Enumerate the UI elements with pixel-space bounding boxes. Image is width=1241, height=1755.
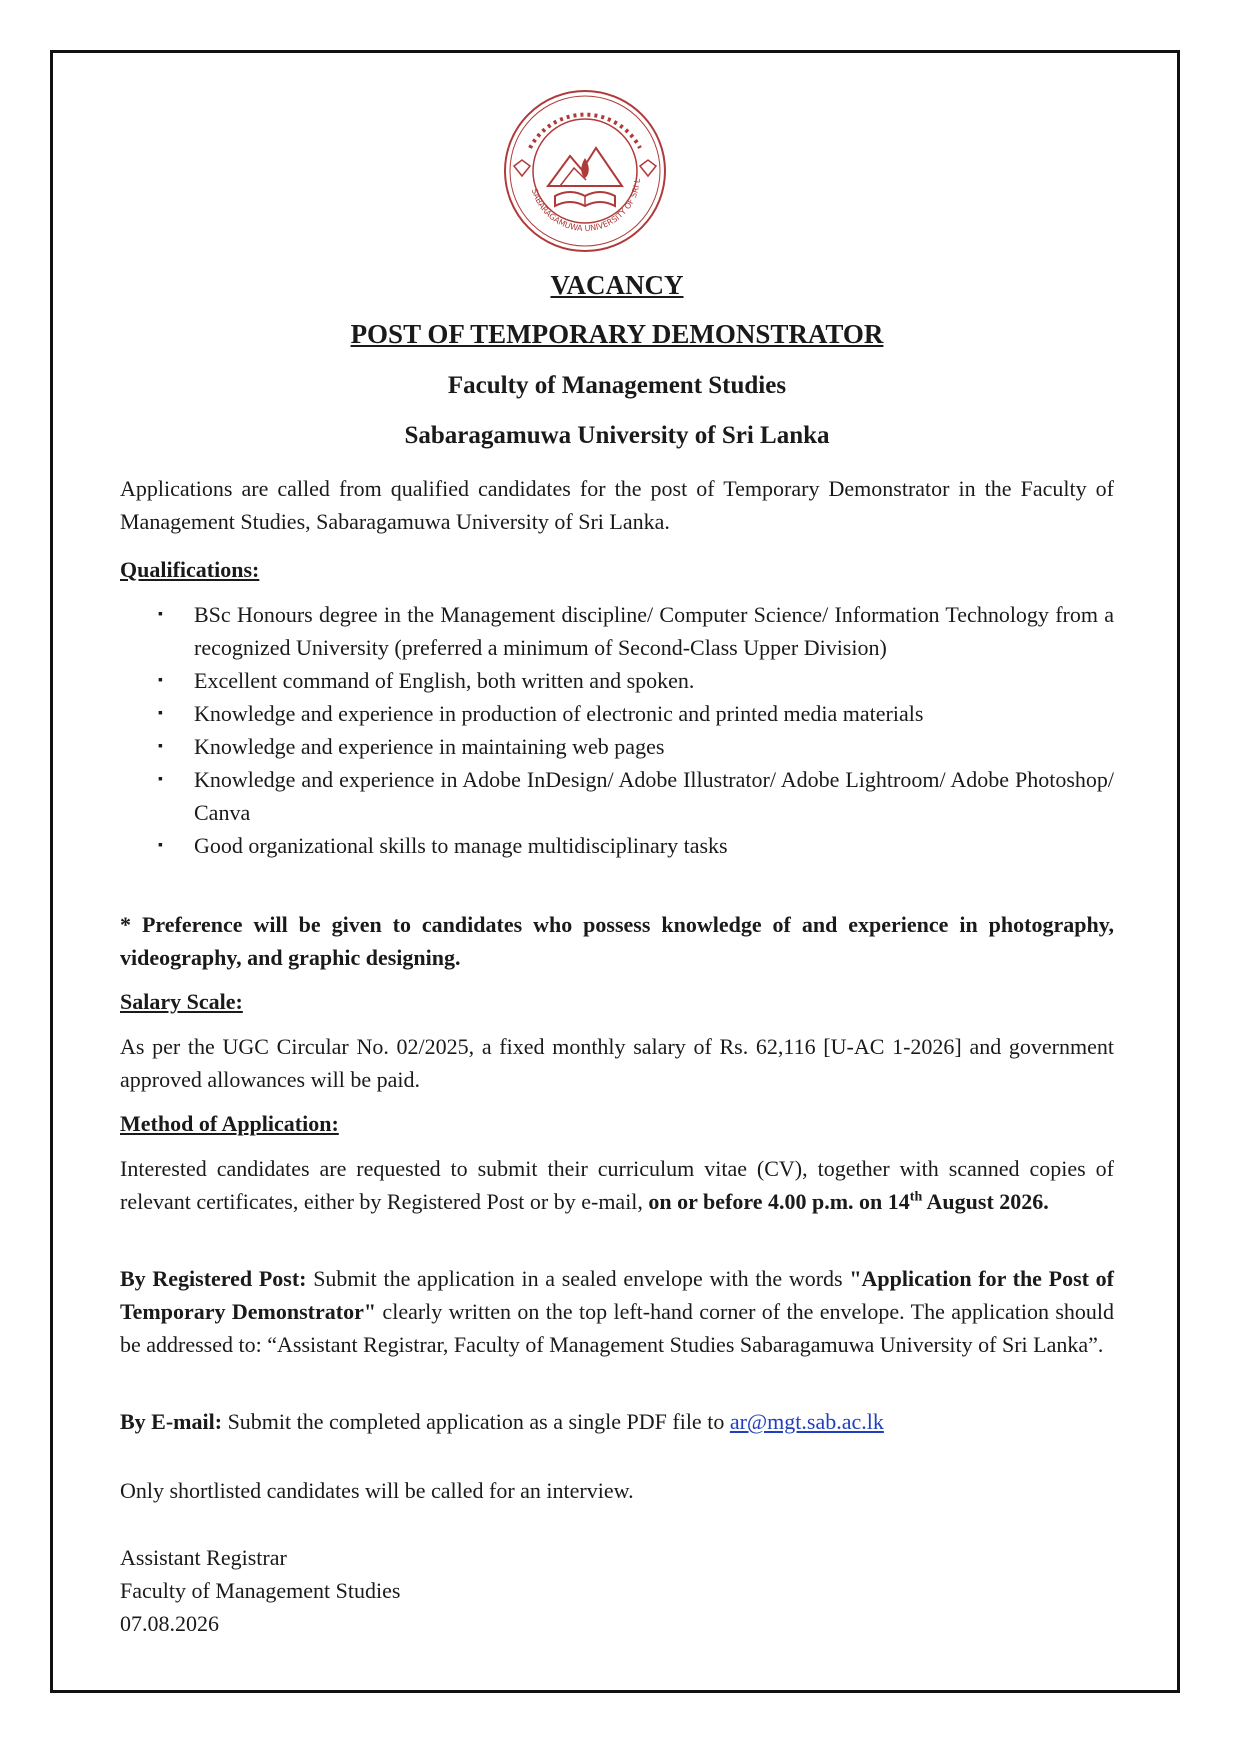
signatory-faculty: Faculty of Management Studies bbox=[120, 1578, 401, 1603]
method-heading: Method of Application: bbox=[120, 1111, 339, 1136]
email-paragraph: By E-mail: Submit the completed application as a single PDF file to ar@mgt.sab.ac.lk bbox=[120, 1409, 884, 1434]
signatory-title: Assistant Registrar bbox=[120, 1545, 287, 1570]
bullet-icon: ▪ bbox=[158, 739, 163, 754]
bullet-icon: ▪ bbox=[158, 673, 163, 688]
bullet-icon: ▪ bbox=[158, 607, 163, 622]
list-item: ▪ Knowledge and experience in production of electronic and printed media materials bbox=[120, 697, 1114, 730]
bullet-icon: ▪ bbox=[158, 772, 163, 787]
university-seal-svg bbox=[500, 86, 670, 256]
list-item: ▪ Knowledge and experience in Adobe InDesign/ Adobe Illustrator/ Adobe Lightroom/ Adobe Photoshop/ Canva bbox=[120, 763, 1114, 829]
bullet-icon: ▪ bbox=[158, 838, 163, 853]
bullet-icon: ▪ bbox=[158, 706, 163, 721]
seal-text: SABARAGAMUWA UNIVERSITY OF SRI L bbox=[529, 178, 642, 234]
registered-post-paragraph: By Registered Post: Submit the application in a sealed envelope with the words "Application for the Post of Temporary Demonstrator" clearly written on the top left-hand corner of the envelope. The application should be addressed to: “Assistant Registrar, Faculty of Management Studies Sabaragamuwa University of Sri Lanka”. bbox=[120, 1266, 1114, 1357]
university-name: Sabaragamuwa University of Sri Lanka bbox=[404, 422, 830, 449]
qualifications-list bbox=[120, 598, 1114, 862]
method-paragraph: Interested candidates are requested to submit their curriculum vitae (CV), together with scanned copies of relevant certificates, either by Registered Post or by e-mail, on or before 4.00 p.m. on 14th August 2026. bbox=[120, 1156, 1114, 1214]
vacancy-heading: VACANCY bbox=[550, 270, 684, 300]
document-date: 07.08.2026 bbox=[120, 1611, 219, 1636]
post-title: POST OF TEMPORARY DEMONSTRATOR bbox=[350, 319, 884, 349]
university-seal-icon bbox=[500, 86, 670, 256]
shortlist-note: Only shortlisted candidates will be called for an interview. bbox=[120, 1478, 634, 1503]
envelope-words: "Application for the Post of Temporary Demonstrator" bbox=[120, 1266, 1114, 1324]
intro-paragraph: Applications are called from qualified candidates for the post of Temporary Demonstrator in the Faculty of Management Studies, Sabaragamuwa University of Sri Lanka. bbox=[120, 476, 1114, 534]
salary-text: As per the UGC Circular No. 02/2025, a fixed monthly salary of Rs. 62,116 [U-AC 1-2026] and government approved allowances will be paid. bbox=[120, 1034, 1114, 1092]
list-item: ▪ Excellent command of English, both written and spoken. bbox=[120, 664, 1114, 697]
qualifications-heading: Qualifications: bbox=[120, 557, 260, 582]
email-link[interactable]: ar@mgt.sab.ac.lk bbox=[729, 1409, 884, 1434]
registered-post-label: By Registered Post: bbox=[120, 1266, 307, 1291]
deadline-text: on or before 4.00 p.m. on 14th August 2026. bbox=[648, 1189, 1049, 1214]
list-item: ▪ Knowledge and experience in maintaining web pages bbox=[120, 730, 1114, 763]
list-item: ▪ Good organizational skills to manage multidisciplinary tasks bbox=[120, 829, 1114, 862]
faculty-name: Faculty of Management Studies bbox=[447, 372, 787, 399]
signature-block bbox=[120, 1541, 1114, 1640]
list-item: ▪ BSc Honours degree in the Management discipline/ Computer Science/ Information Technology from a recognized University (preferred a minimum of Second-Class Upper Division) bbox=[120, 598, 1114, 664]
salary-heading: Salary Scale: bbox=[120, 989, 243, 1014]
preference-note: * Preference will be given to candidates who possess knowledge of and experience in photography, videography, and graphic designing. bbox=[120, 912, 1114, 970]
email-label: By E-mail: bbox=[120, 1409, 223, 1434]
